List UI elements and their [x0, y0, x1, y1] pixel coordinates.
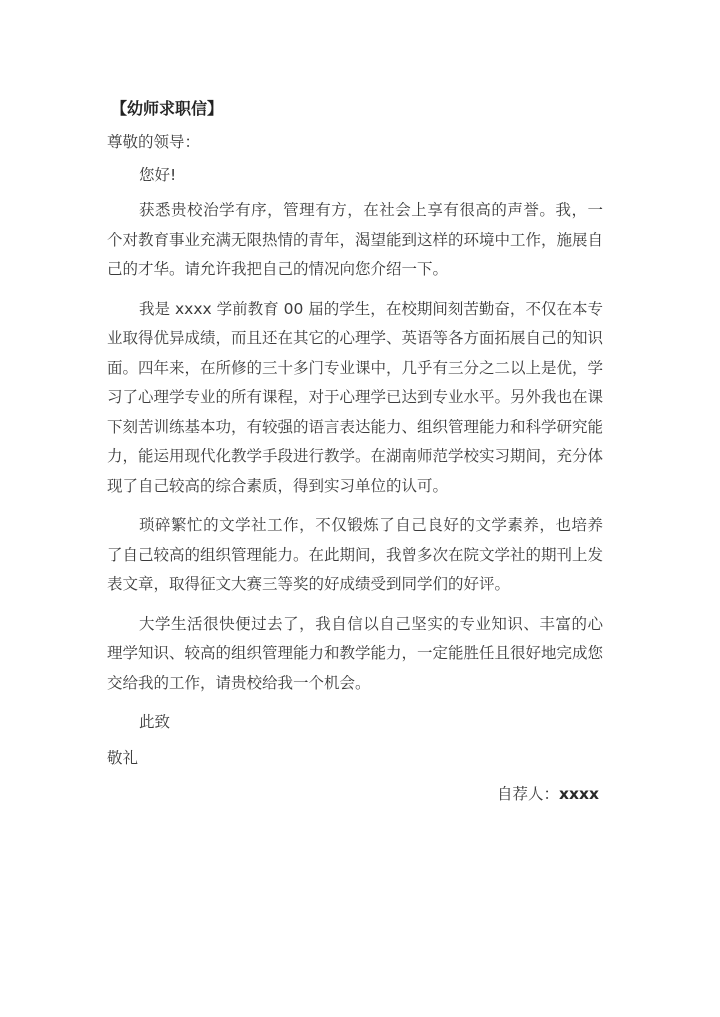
- signature: [107, 780, 599, 808]
- letter-page: [107, 96, 603, 808]
- paragraph-introduction: 获悉贵校治学有序，管理有方，在社会上享有很高的声誉。我，一个对教育事业充满无限热情的青年，渴望能到这样的环境中工作，施展自己的才华。请允许我把自己的情况向您介绍一下。: [107, 201, 604, 278]
- paragraph-literary-club: 琐碎繁忙的文学社工作，不仅锻炼了自己良好的文学素养，也培养了自己较高的组织管理能力。在此期间，我曾多次在院文学社的期刊上发表文章，取得征文大赛三等奖的好成绩受到同学们的好评。: [107, 516, 604, 593]
- greeting: 您好!: [139, 166, 177, 184]
- signature-name: xxxx: [559, 785, 599, 803]
- paragraph-conclusion: 大学生活很快便过去了，我自信以自己坚实的专业知识、丰富的心理学知识、较高的组织管理能力和教学能力，一定能胜任且很好地完成您交给我的工作，请贵校给我一个机会。: [107, 614, 604, 692]
- salutation: 尊敬的领导：: [107, 133, 201, 151]
- regards: 敬礼: [107, 749, 139, 767]
- signature-label: 自荐人：: [496, 785, 559, 803]
- letter-title: 【幼师求职信】: [111, 99, 224, 118]
- paragraph-education: 我是 xxxx 学前教育 00 届的学生，在校期间刻苦勤奋，不仅在本专业取得优异成绩，而且还在其它的心理学、英语等各方面拓展自己的知识面。四年来，在所修的三十多门专业课中，几乎有三分之二以上是优，学习了心理学专业的所有课程，对于心理学已达到专业水平。另外我也在课下刻苦训练基本功，有较强的语言表达能力、组织管理能力和科学研究能力，能运用现代化教学手段进行教学。在湖南师范学校实习期间，充分体现了自己较高的综合素质，得到实习单位的认可。: [107, 299, 604, 495]
- closing: 此致: [139, 713, 171, 731]
